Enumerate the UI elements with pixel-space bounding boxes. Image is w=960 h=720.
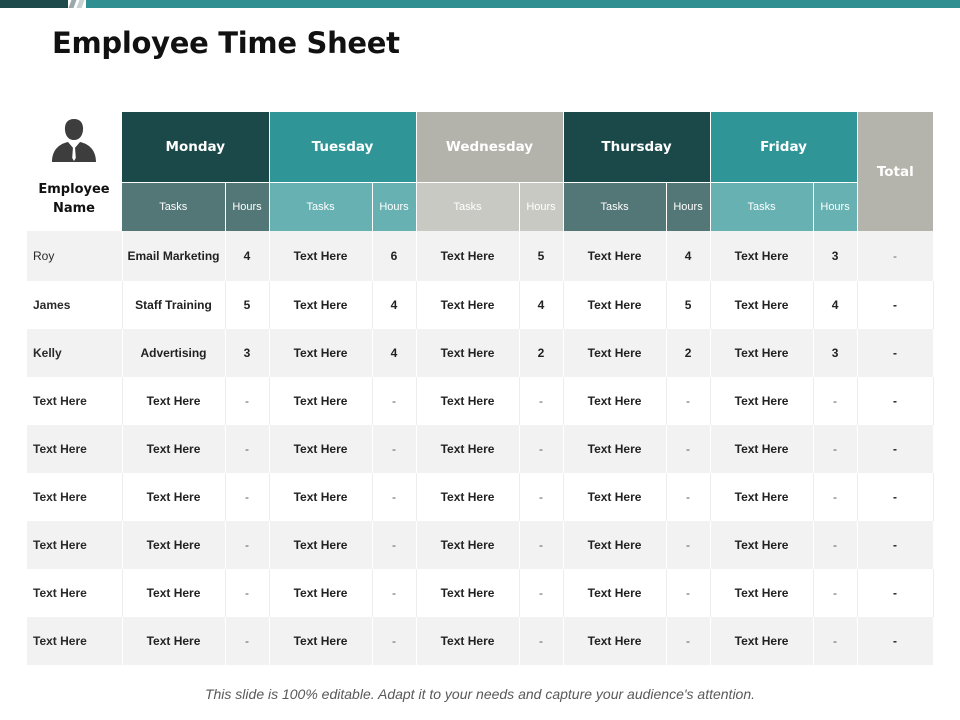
- hours-cell: 4: [372, 329, 416, 377]
- hours-cell: 6: [372, 231, 416, 281]
- table-row: [27, 377, 933, 425]
- task-cell: Text Here: [710, 521, 813, 569]
- footer-note: This slide is 100% editable. Adapt it to your needs and capture your audience's attention.: [204, 686, 756, 702]
- table-row: [27, 329, 933, 377]
- hours-cell: -: [666, 617, 710, 665]
- hours-cell: -: [813, 569, 857, 617]
- employee-name-cell: Text Here: [27, 617, 122, 665]
- task-cell: Text Here: [710, 377, 813, 425]
- header-wednesday: Wednesday: [416, 112, 563, 183]
- employee-name-cell: Text Here: [27, 473, 122, 521]
- hours-cell: 2: [666, 329, 710, 377]
- hours-cell: -: [666, 521, 710, 569]
- task-cell: Text Here: [416, 329, 519, 377]
- hours-cell: -: [519, 521, 563, 569]
- header-thursday: Thursday: [563, 112, 710, 183]
- subheader-hours: Hours: [813, 183, 857, 232]
- total-cell: -: [857, 473, 933, 521]
- hours-cell: 4: [519, 281, 563, 329]
- task-cell: Text Here: [710, 281, 813, 329]
- task-cell: Text Here: [416, 569, 519, 617]
- top-bar-dark-segment: [0, 0, 68, 8]
- hours-cell: -: [372, 473, 416, 521]
- timesheet-table: [27, 112, 934, 665]
- task-cell: Text Here: [416, 473, 519, 521]
- task-cell: Staff Training: [122, 281, 225, 329]
- hours-cell: -: [225, 425, 269, 473]
- task-cell: Text Here: [416, 521, 519, 569]
- task-cell: Text Here: [563, 473, 666, 521]
- table-row: [27, 281, 933, 329]
- total-cell: -: [857, 521, 933, 569]
- hours-cell: -: [519, 617, 563, 665]
- employee-name-cell: Text Here: [27, 521, 122, 569]
- hours-cell: 4: [372, 281, 416, 329]
- task-cell: Text Here: [710, 425, 813, 473]
- hours-cell: -: [225, 377, 269, 425]
- task-cell: Text Here: [269, 569, 372, 617]
- header-friday: Friday: [710, 112, 857, 183]
- subheader-tasks: Tasks: [710, 183, 813, 232]
- task-cell: Text Here: [563, 617, 666, 665]
- task-cell: Text Here: [269, 473, 372, 521]
- task-cell: Text Here: [122, 473, 225, 521]
- subheader-hours: Hours: [519, 183, 563, 232]
- hours-cell: 5: [225, 281, 269, 329]
- task-cell: Text Here: [416, 377, 519, 425]
- hours-cell: -: [225, 569, 269, 617]
- task-cell: Text Here: [416, 231, 519, 281]
- hours-cell: -: [372, 377, 416, 425]
- task-cell: Text Here: [563, 231, 666, 281]
- task-cell: Text Here: [710, 231, 813, 281]
- task-cell: Text Here: [710, 569, 813, 617]
- employee-name-cell: James: [27, 281, 122, 329]
- task-cell: Text Here: [122, 377, 225, 425]
- table-row: [27, 425, 933, 473]
- task-cell: Text Here: [416, 281, 519, 329]
- subheader-tasks: Tasks: [122, 183, 225, 232]
- task-cell: Text Here: [269, 617, 372, 665]
- top-bar-slant-stripe: [69, 0, 77, 8]
- header-total: Total: [857, 112, 933, 231]
- hours-cell: -: [225, 521, 269, 569]
- task-cell: Text Here: [710, 329, 813, 377]
- task-cell: Text Here: [122, 617, 225, 665]
- hours-cell: -: [813, 377, 857, 425]
- hours-cell: -: [519, 425, 563, 473]
- task-cell: Text Here: [710, 473, 813, 521]
- total-cell: -: [857, 329, 933, 377]
- task-cell: Text Here: [269, 231, 372, 281]
- task-cell: Text Here: [416, 617, 519, 665]
- task-cell: Advertising: [122, 329, 225, 377]
- hours-cell: -: [372, 569, 416, 617]
- page-title: Employee Time Sheet: [52, 26, 400, 60]
- task-cell: Text Here: [269, 521, 372, 569]
- subheader-tasks: Tasks: [563, 183, 666, 232]
- hours-cell: -: [372, 425, 416, 473]
- header-tuesday: Tuesday: [269, 112, 416, 183]
- total-cell: -: [857, 281, 933, 329]
- subheader-hours: Hours: [372, 183, 416, 232]
- top-bar-slant-stripe: [77, 0, 85, 8]
- employee-name-cell: Kelly: [27, 329, 122, 377]
- table-row: [27, 569, 933, 617]
- total-cell: -: [857, 377, 933, 425]
- hours-cell: -: [813, 617, 857, 665]
- hours-cell: 5: [519, 231, 563, 281]
- task-cell: Text Here: [563, 329, 666, 377]
- hours-cell: 2: [519, 329, 563, 377]
- task-cell: Text Here: [563, 425, 666, 473]
- hours-cell: -: [813, 425, 857, 473]
- task-cell: Text Here: [563, 377, 666, 425]
- task-cell: Text Here: [416, 425, 519, 473]
- employee-header-line2: Name: [52, 201, 95, 216]
- task-cell: Text Here: [563, 521, 666, 569]
- table-row: [27, 617, 933, 665]
- table-row: [27, 521, 933, 569]
- hours-cell: 3: [813, 231, 857, 281]
- subheader-hours: Hours: [225, 183, 269, 232]
- task-cell: Text Here: [269, 329, 372, 377]
- total-cell: -: [857, 617, 933, 665]
- hours-cell: 5: [666, 281, 710, 329]
- task-cell: Text Here: [269, 281, 372, 329]
- hours-cell: -: [372, 617, 416, 665]
- hours-cell: -: [666, 377, 710, 425]
- header-monday: Monday: [122, 112, 269, 183]
- table-row: [27, 473, 933, 521]
- hours-cell: -: [666, 425, 710, 473]
- total-cell: -: [857, 231, 933, 281]
- hours-cell: -: [372, 521, 416, 569]
- employee-name-cell: Roy: [27, 231, 122, 281]
- task-cell: Text Here: [563, 569, 666, 617]
- employee-name-cell: Text Here: [27, 425, 122, 473]
- hours-cell: 4: [813, 281, 857, 329]
- total-cell: -: [857, 425, 933, 473]
- header-blank-cell: [27, 112, 122, 231]
- hours-cell: -: [666, 569, 710, 617]
- hours-cell: 3: [813, 329, 857, 377]
- hours-cell: -: [225, 617, 269, 665]
- hours-cell: -: [813, 473, 857, 521]
- hours-cell: 3: [225, 329, 269, 377]
- hours-cell: -: [666, 473, 710, 521]
- employee-header-line1: Employee: [38, 182, 110, 197]
- task-cell: Text Here: [563, 281, 666, 329]
- top-bar-teal-segment: [86, 0, 960, 8]
- task-cell: Text Here: [269, 425, 372, 473]
- task-cell: Email Marketing: [122, 231, 225, 281]
- hours-cell: -: [519, 473, 563, 521]
- subheader-tasks: Tasks: [269, 183, 372, 232]
- hours-cell: -: [519, 377, 563, 425]
- subheader-tasks: Tasks: [416, 183, 519, 232]
- task-cell: Text Here: [122, 569, 225, 617]
- table-row: [27, 231, 933, 281]
- hours-cell: -: [813, 521, 857, 569]
- employee-name-cell: Text Here: [27, 377, 122, 425]
- hours-cell: -: [519, 569, 563, 617]
- task-cell: Text Here: [269, 377, 372, 425]
- subheader-hours: Hours: [666, 183, 710, 232]
- hours-cell: -: [225, 473, 269, 521]
- employee-name-cell: Text Here: [27, 569, 122, 617]
- task-cell: Text Here: [122, 425, 225, 473]
- total-cell: -: [857, 569, 933, 617]
- hours-cell: 4: [225, 231, 269, 281]
- task-cell: Text Here: [122, 521, 225, 569]
- task-cell: Text Here: [710, 617, 813, 665]
- hours-cell: 4: [666, 231, 710, 281]
